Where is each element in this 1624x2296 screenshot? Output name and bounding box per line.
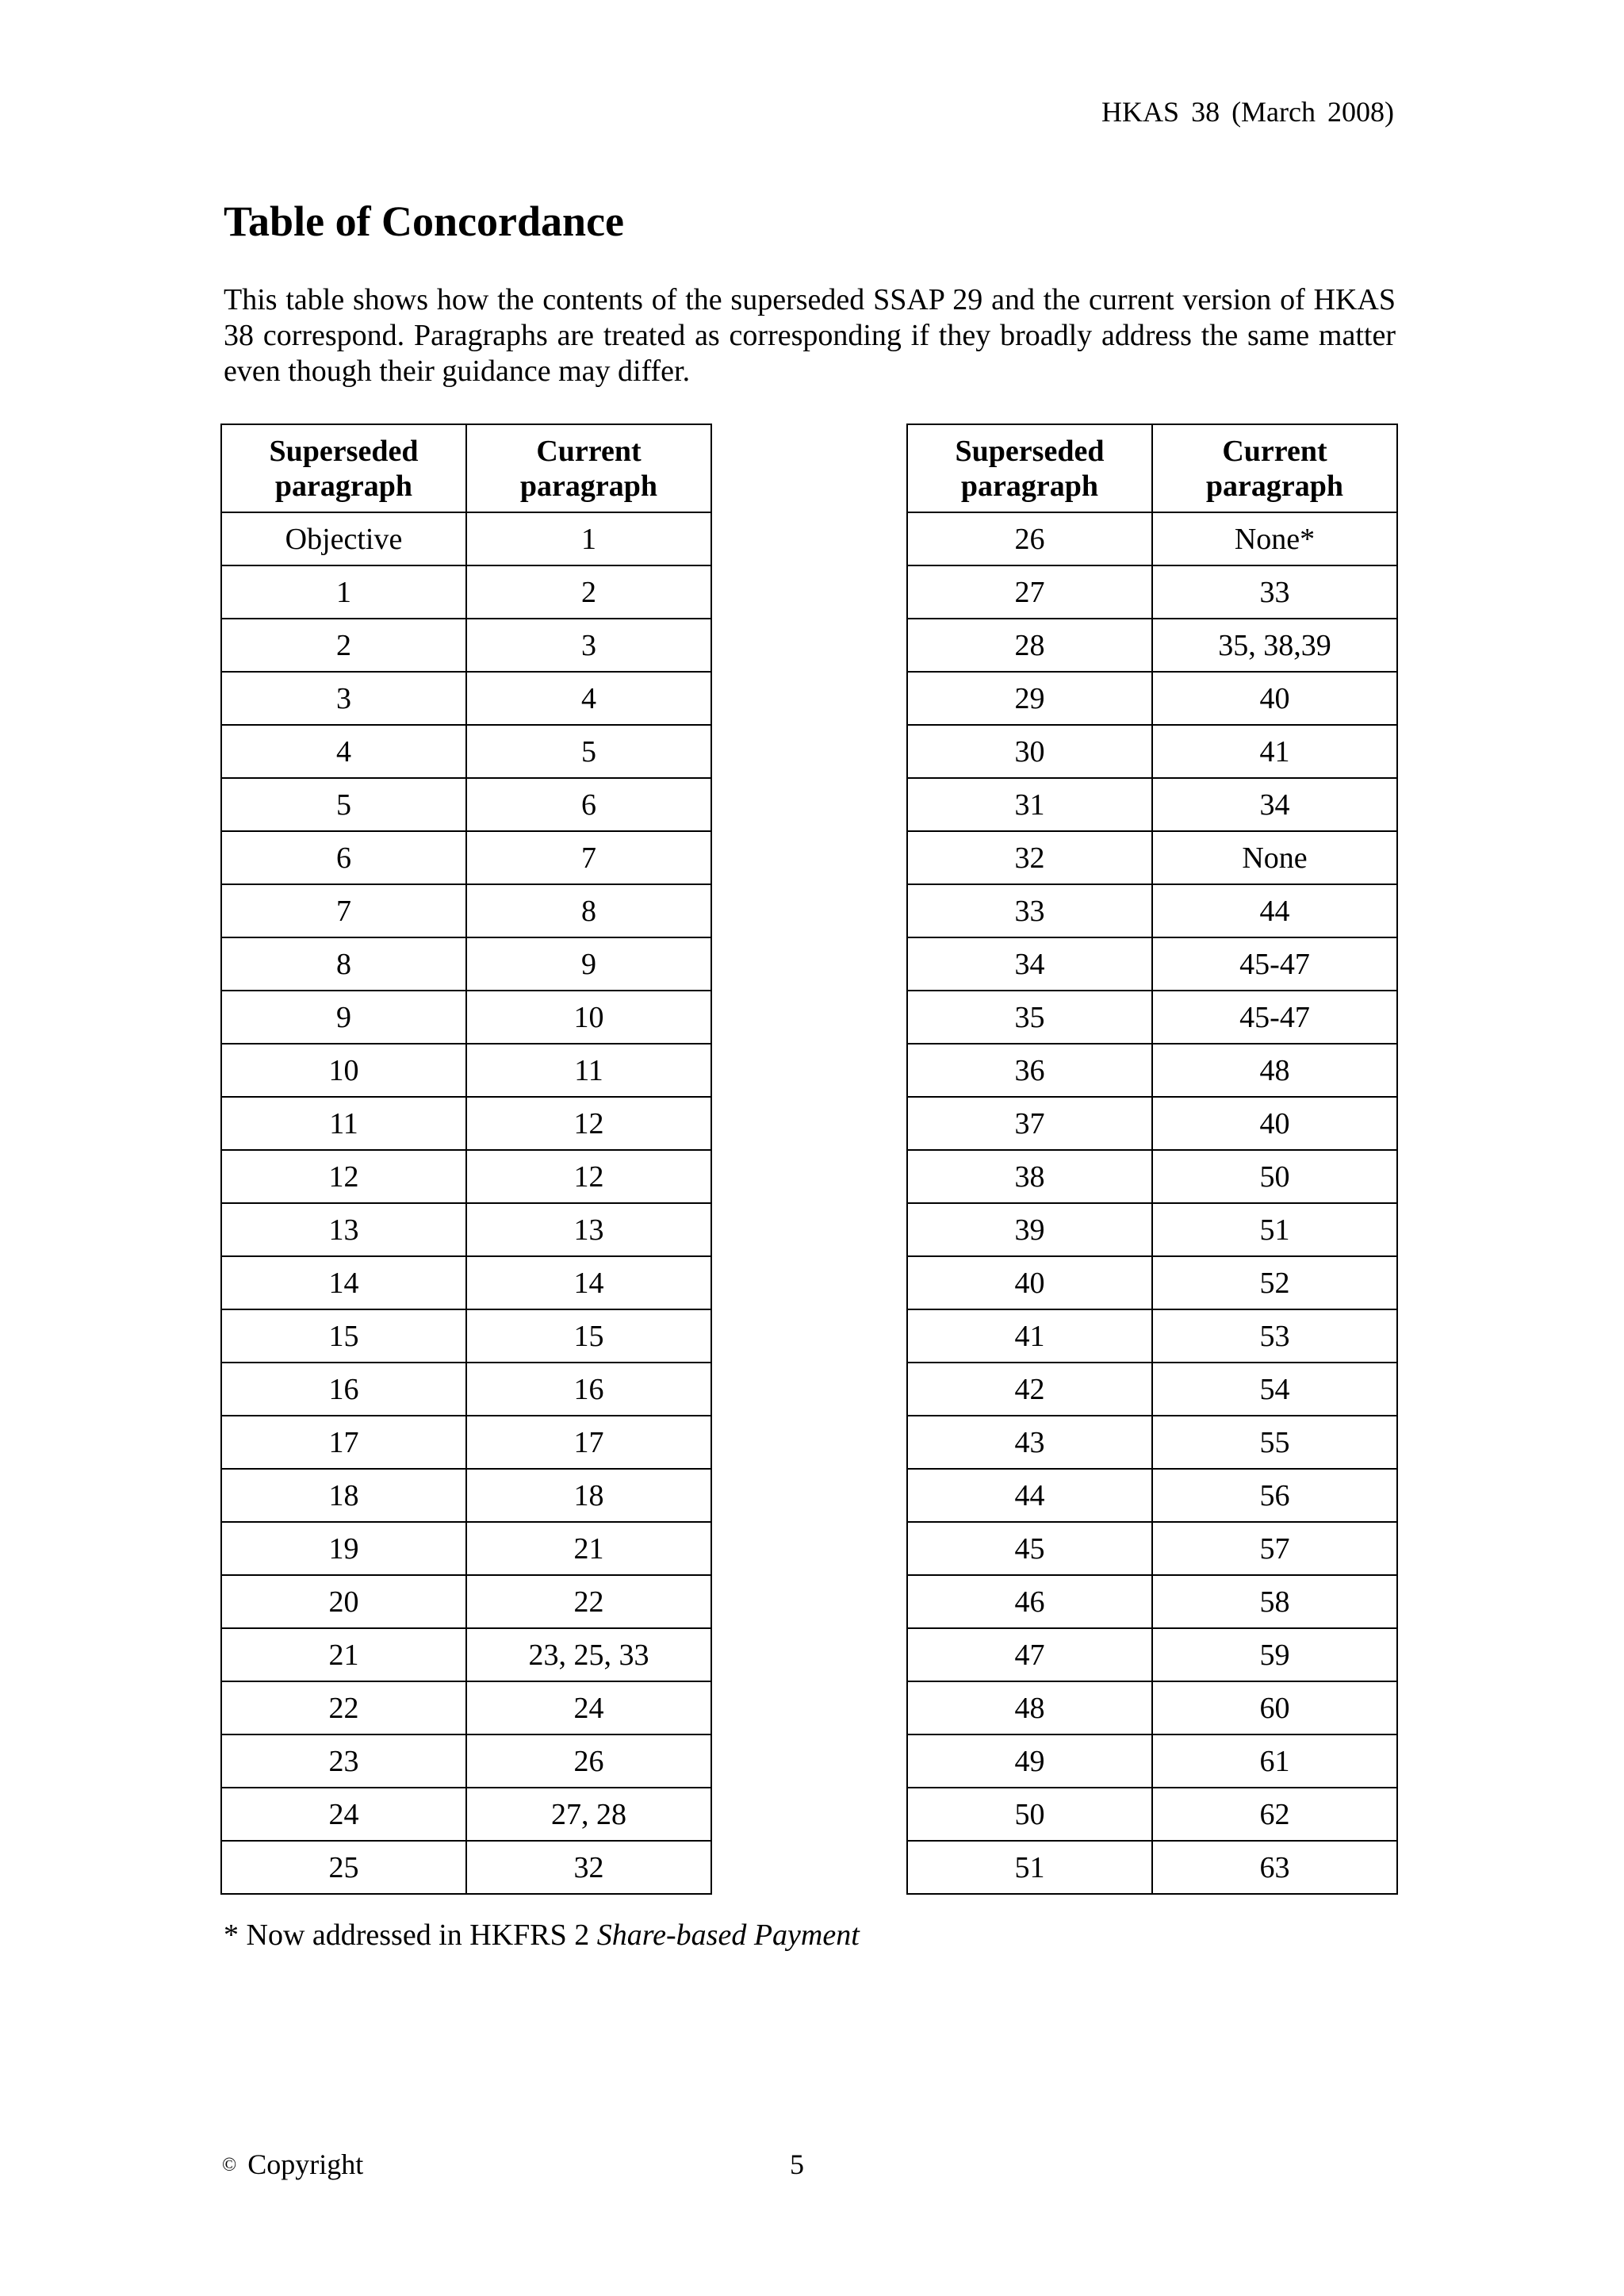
table-row (221, 1788, 711, 1841)
superseded-paragraph-cell: 50 (907, 1788, 1152, 1841)
table-row (221, 725, 711, 778)
superseded-paragraph-cell: 49 (907, 1734, 1152, 1788)
superseded-paragraph-cell: 51 (907, 1841, 1152, 1894)
table-row (221, 1522, 711, 1575)
table-row (221, 565, 711, 619)
superseded-paragraph-cell: 27 (907, 565, 1152, 619)
header-line: paragraph (960, 469, 1099, 503)
table-row (221, 1841, 711, 1894)
header-line: Current (536, 434, 642, 468)
current-paragraph-cell: 12 (466, 1097, 711, 1150)
current-paragraph-cell: 6 (466, 778, 711, 831)
concordance-table-left (220, 424, 712, 1895)
superseded-paragraph-cell: 41 (907, 1309, 1152, 1363)
table-row (221, 1309, 711, 1363)
superseded-paragraph-cell: 5 (221, 778, 466, 831)
current-paragraph-cell: 48 (1152, 1044, 1397, 1097)
current-paragraph-cell: 51 (1152, 1203, 1397, 1256)
current-paragraph-cell: 44 (1152, 884, 1397, 937)
table-row (907, 1203, 1397, 1256)
superseded-paragraph-cell: 10 (221, 1044, 466, 1097)
table-row (221, 778, 711, 831)
superseded-paragraph-cell: 21 (221, 1628, 466, 1681)
superseded-paragraph-cell: 38 (907, 1150, 1152, 1203)
copyright-icon: © (222, 2155, 237, 2175)
superseded-paragraph-cell: 17 (221, 1416, 466, 1469)
footnote (224, 1918, 860, 1953)
superseded-paragraph-cell: 14 (221, 1256, 466, 1309)
current-paragraph-cell: 8 (466, 884, 711, 937)
table-row (907, 991, 1397, 1044)
current-paragraph-cell: 7 (466, 831, 711, 884)
header-line: Superseded (955, 434, 1105, 468)
current-paragraph-cell: 14 (466, 1256, 711, 1309)
superseded-paragraph-cell: 12 (221, 1150, 466, 1203)
superseded-paragraph-cell: 2 (221, 619, 466, 672)
table-row (221, 619, 711, 672)
table-row (907, 1363, 1397, 1416)
superseded-paragraph-cell: 40 (907, 1256, 1152, 1309)
current-paragraph-cell: 33 (1152, 565, 1397, 619)
header-line: paragraph (274, 469, 413, 503)
superseded-paragraph-header (221, 424, 466, 512)
current-paragraph-cell: 27, 28 (466, 1788, 711, 1841)
current-paragraph-cell: 26 (466, 1734, 711, 1788)
table-row (907, 619, 1397, 672)
current-paragraph-cell: 55 (1152, 1416, 1397, 1469)
current-paragraph-cell: 56 (1152, 1469, 1397, 1522)
table-row (221, 1363, 711, 1416)
superseded-paragraph-cell: 30 (907, 725, 1152, 778)
superseded-paragraph-cell: 32 (907, 831, 1152, 884)
superseded-paragraph-cell: 22 (221, 1681, 466, 1734)
current-paragraph-cell: 50 (1152, 1150, 1397, 1203)
superseded-paragraph-cell: 37 (907, 1097, 1152, 1150)
superseded-paragraph-cell: 24 (221, 1788, 466, 1841)
superseded-paragraph-cell: 44 (907, 1469, 1152, 1522)
superseded-paragraph-cell: 42 (907, 1363, 1152, 1416)
superseded-paragraph-cell: 8 (221, 937, 466, 991)
concordance-table-right (906, 424, 1398, 1895)
table-row (221, 1469, 711, 1522)
current-paragraph-cell: 40 (1152, 1097, 1397, 1150)
current-paragraph-cell: 40 (1152, 672, 1397, 725)
current-paragraph-cell: 41 (1152, 725, 1397, 778)
page-number: 5 (790, 2148, 804, 2180)
superseded-paragraph-cell: 19 (221, 1522, 466, 1575)
footer-copyright (222, 2148, 363, 2181)
superseded-paragraph-cell: 26 (907, 512, 1152, 565)
superseded-paragraph-cell: 6 (221, 831, 466, 884)
current-paragraph-cell: 4 (466, 672, 711, 725)
footnote-standard-title: Share-based Payment (596, 1918, 860, 1952)
current-paragraph-cell: 34 (1152, 778, 1397, 831)
table-row (907, 1416, 1397, 1469)
header-line: Current (1222, 434, 1327, 468)
table-row (221, 1416, 711, 1469)
current-paragraph-cell: 17 (466, 1416, 711, 1469)
table-row (907, 1469, 1397, 1522)
current-paragraph-cell: 13 (466, 1203, 711, 1256)
current-paragraph-header (466, 424, 711, 512)
table-row (907, 1150, 1397, 1203)
header-line: paragraph (1205, 469, 1344, 503)
current-paragraph-cell: 22 (466, 1575, 711, 1628)
current-paragraph-cell: 35, 38,39 (1152, 619, 1397, 672)
superseded-paragraph-cell: 7 (221, 884, 466, 937)
header-line: paragraph (519, 469, 658, 503)
current-paragraph-cell: 63 (1152, 1841, 1397, 1894)
superseded-paragraph-cell: 25 (221, 1841, 466, 1894)
current-paragraph-cell: 3 (466, 619, 711, 672)
table-row (907, 1044, 1397, 1097)
superseded-paragraph-cell: 46 (907, 1575, 1152, 1628)
table-row (221, 1575, 711, 1628)
table-row (907, 1734, 1397, 1788)
table-row (221, 672, 711, 725)
superseded-paragraph-header (907, 424, 1152, 512)
table-row (221, 1097, 711, 1150)
superseded-paragraph-cell: 31 (907, 778, 1152, 831)
table-row (907, 831, 1397, 884)
current-paragraph-cell: 45-47 (1152, 937, 1397, 991)
current-paragraph-cell: 32 (466, 1841, 711, 1894)
superseded-paragraph-cell: 18 (221, 1469, 466, 1522)
superseded-paragraph-cell: 20 (221, 1575, 466, 1628)
table-row (907, 884, 1397, 937)
table-row (221, 1044, 711, 1097)
current-paragraph-cell: 62 (1152, 1788, 1397, 1841)
table-row (907, 1097, 1397, 1150)
current-paragraph-cell: 16 (466, 1363, 711, 1416)
table-row (221, 1203, 711, 1256)
current-paragraph-cell: 1 (466, 512, 711, 565)
superseded-paragraph-cell: 23 (221, 1734, 466, 1788)
table-row (221, 1256, 711, 1309)
table-row (221, 512, 711, 565)
current-paragraph-cell: 59 (1152, 1628, 1397, 1681)
table-row (907, 1309, 1397, 1363)
table-row (907, 1256, 1397, 1309)
table-row (907, 1841, 1397, 1894)
current-paragraph-cell: 61 (1152, 1734, 1397, 1788)
table-row (907, 1522, 1397, 1575)
table-row (221, 1628, 711, 1681)
current-paragraph-cell: 54 (1152, 1363, 1397, 1416)
table-row (907, 778, 1397, 831)
table-row (221, 937, 711, 991)
table-row (907, 512, 1397, 565)
current-paragraph-cell: 10 (466, 991, 711, 1044)
superseded-paragraph-cell: 15 (221, 1309, 466, 1363)
current-paragraph-cell: 23, 25, 33 (466, 1628, 711, 1681)
current-paragraph-cell: 18 (466, 1469, 711, 1522)
superseded-paragraph-cell: 1 (221, 565, 466, 619)
superseded-paragraph-cell: 34 (907, 937, 1152, 991)
current-paragraph-cell: None* (1152, 512, 1397, 565)
table-row (907, 1628, 1397, 1681)
current-paragraph-cell: None (1152, 831, 1397, 884)
current-paragraph-cell: 15 (466, 1309, 711, 1363)
current-paragraph-cell: 45-47 (1152, 991, 1397, 1044)
superseded-paragraph-cell: 48 (907, 1681, 1152, 1734)
table-row (907, 1788, 1397, 1841)
table-row (221, 1681, 711, 1734)
document-reference: HKAS 38 (March 2008) (1101, 96, 1394, 128)
table-row (907, 565, 1397, 619)
table-row (907, 725, 1397, 778)
current-paragraph-cell: 2 (466, 565, 711, 619)
intro-paragraph: This table shows how the contents of the superseded SSAP 29 and the current version of HKAS 38 correspond. Paragraphs are treated as corresponding if they broadly address the same matter even though their guidance may differ. (224, 283, 1396, 388)
current-paragraph-cell: 12 (466, 1150, 711, 1203)
superseded-paragraph-cell: 3 (221, 672, 466, 725)
table-header-row (221, 424, 711, 512)
table-row (907, 672, 1397, 725)
table-row (907, 1575, 1397, 1628)
superseded-paragraph-cell: 13 (221, 1203, 466, 1256)
table-row (221, 831, 711, 884)
table-row (221, 884, 711, 937)
current-paragraph-cell: 5 (466, 725, 711, 778)
superseded-paragraph-cell: 33 (907, 884, 1152, 937)
page-title: Table of Concordance (224, 197, 625, 245)
current-paragraph-cell: 24 (466, 1681, 711, 1734)
current-paragraph-cell: 53 (1152, 1309, 1397, 1363)
superseded-paragraph-cell: 47 (907, 1628, 1152, 1681)
current-paragraph-cell: 52 (1152, 1256, 1397, 1309)
left-table-body (221, 512, 711, 1894)
superseded-paragraph-cell: 28 (907, 619, 1152, 672)
table-row (221, 991, 711, 1044)
superseded-paragraph-cell: 9 (221, 991, 466, 1044)
superseded-paragraph-cell: 36 (907, 1044, 1152, 1097)
current-paragraph-cell: 11 (466, 1044, 711, 1097)
footnote-text: * Now addressed in HKFRS 2 (224, 1918, 597, 1952)
superseded-paragraph-cell: 39 (907, 1203, 1152, 1256)
copyright-label: Copyright (247, 2148, 364, 2180)
current-paragraph-cell: 9 (466, 937, 711, 991)
table-row (907, 1681, 1397, 1734)
current-paragraph-cell: 57 (1152, 1522, 1397, 1575)
superseded-paragraph-cell: 16 (221, 1363, 466, 1416)
table-row (221, 1150, 711, 1203)
table-row (221, 1734, 711, 1788)
right-table-body (907, 512, 1397, 1894)
superseded-paragraph-cell: 4 (221, 725, 466, 778)
current-paragraph-cell: 21 (466, 1522, 711, 1575)
superseded-paragraph-cell: Objective (221, 512, 466, 565)
current-paragraph-cell: 60 (1152, 1681, 1397, 1734)
current-paragraph-header (1152, 424, 1397, 512)
superseded-paragraph-cell: 11 (221, 1097, 466, 1150)
superseded-paragraph-cell: 29 (907, 672, 1152, 725)
header-line: Superseded (269, 434, 419, 468)
current-paragraph-cell: 58 (1152, 1575, 1397, 1628)
superseded-paragraph-cell: 35 (907, 991, 1152, 1044)
table-header-row (907, 424, 1397, 512)
superseded-paragraph-cell: 43 (907, 1416, 1152, 1469)
superseded-paragraph-cell: 45 (907, 1522, 1152, 1575)
table-row (907, 937, 1397, 991)
